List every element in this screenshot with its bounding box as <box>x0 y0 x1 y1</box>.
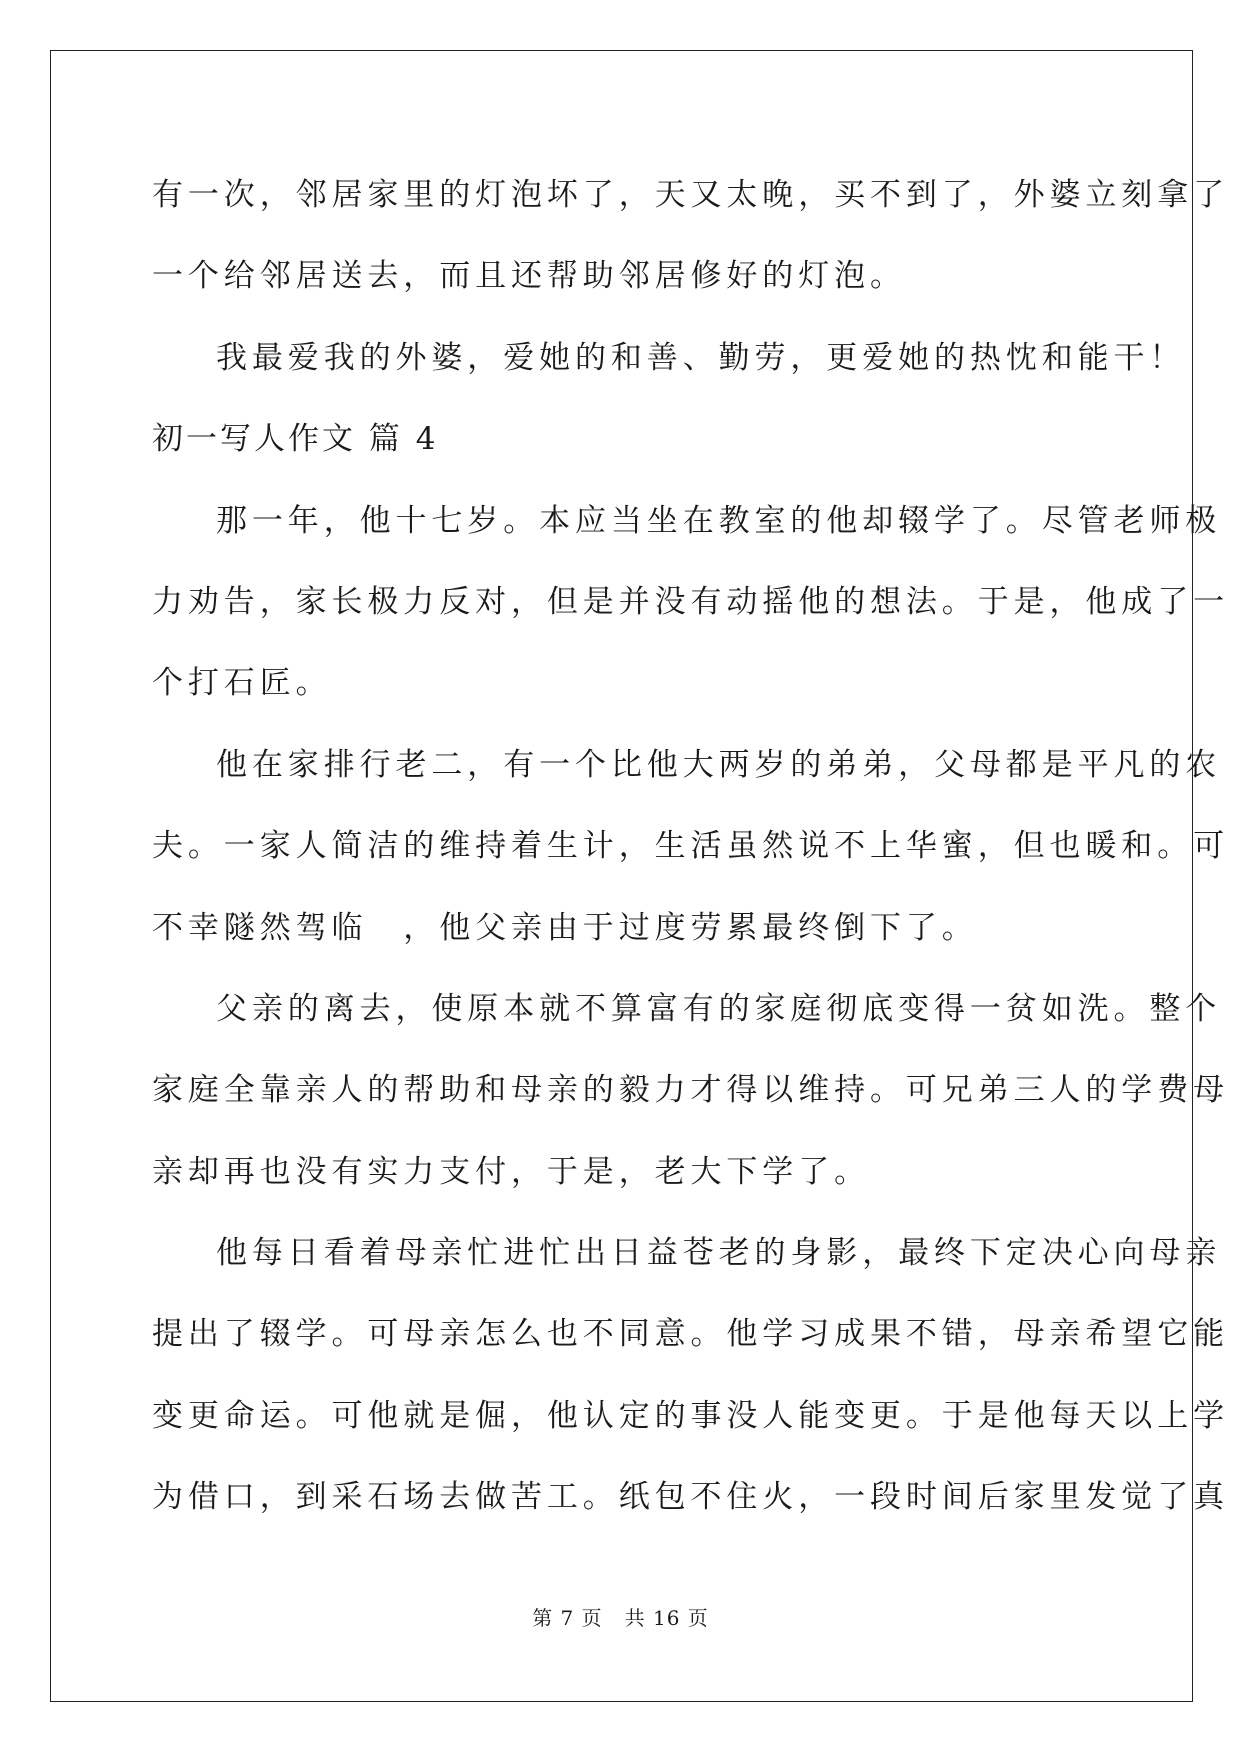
body-line: 一个给邻居送去，而且还帮助邻居修好的灯泡。 <box>152 258 906 295</box>
page-total: 共 16 页 <box>624 1606 709 1630</box>
body-line: 提出了辍学。可母亲怎么也不同意。他学习成果不错，母亲希望它能 <box>152 1316 1229 1353</box>
body-line: 他每日看着母亲忙进忙出日益苍老的身影，最终下定决心向母亲 <box>216 1235 1222 1272</box>
body-line: 为借口，到采石场去做苦工。纸包不住火，一段时间后家里发觉了真 <box>152 1479 1229 1516</box>
body-line: 那一年，他十七岁。本应当坐在教室的他却辍学了。尽管老师极 <box>216 502 1222 539</box>
body-line: 力劝告，家长极力反对，但是并没有动摇他的想法。于是，他成了一 <box>152 583 1229 620</box>
body-line: 有一次，邻居家里的灯泡坏了，天又太晚，买不到了，外婆立刻拿了 <box>152 177 1229 213</box>
document-body <box>152 155 1229 1539</box>
body-line: 个打石匠。 <box>152 665 332 702</box>
body-line: 父亲的离去，使原本就不算富有的家庭彻底变得一贫如洗。整个 <box>216 990 1222 1027</box>
body-line: 我最爱我的外婆，爱她的和善、勤劳，更爱她的热忱和能干！ <box>216 339 1186 376</box>
section-heading: 初一写人作文 篇 4 <box>152 421 439 458</box>
body-line: 变更命运。可他就是倔，他认定的事没人能变更。于是他每天以上学 <box>152 1397 1229 1434</box>
body-line: 他在家排行老二，有一个比他大两岁的弟弟，父母都是平凡的农 <box>216 746 1222 783</box>
page-footer <box>0 1602 1241 1631</box>
page-number: 第 7 页 <box>532 1606 603 1630</box>
body-line: 亲却再也没有实力支付，于是，老大下学了。 <box>152 1153 870 1190</box>
body-line: 不幸隧然驾临 ，他父亲由于过度劳累最终倒下了。 <box>152 909 978 946</box>
body-line: 夫。一家人简洁的维持着生计，生活虽然说不上华蜜，但也暖和。可 <box>152 828 1229 865</box>
body-line: 家庭全靠亲人的帮助和母亲的毅力才得以维持。可兄弟三人的学费母 <box>152 1072 1229 1109</box>
